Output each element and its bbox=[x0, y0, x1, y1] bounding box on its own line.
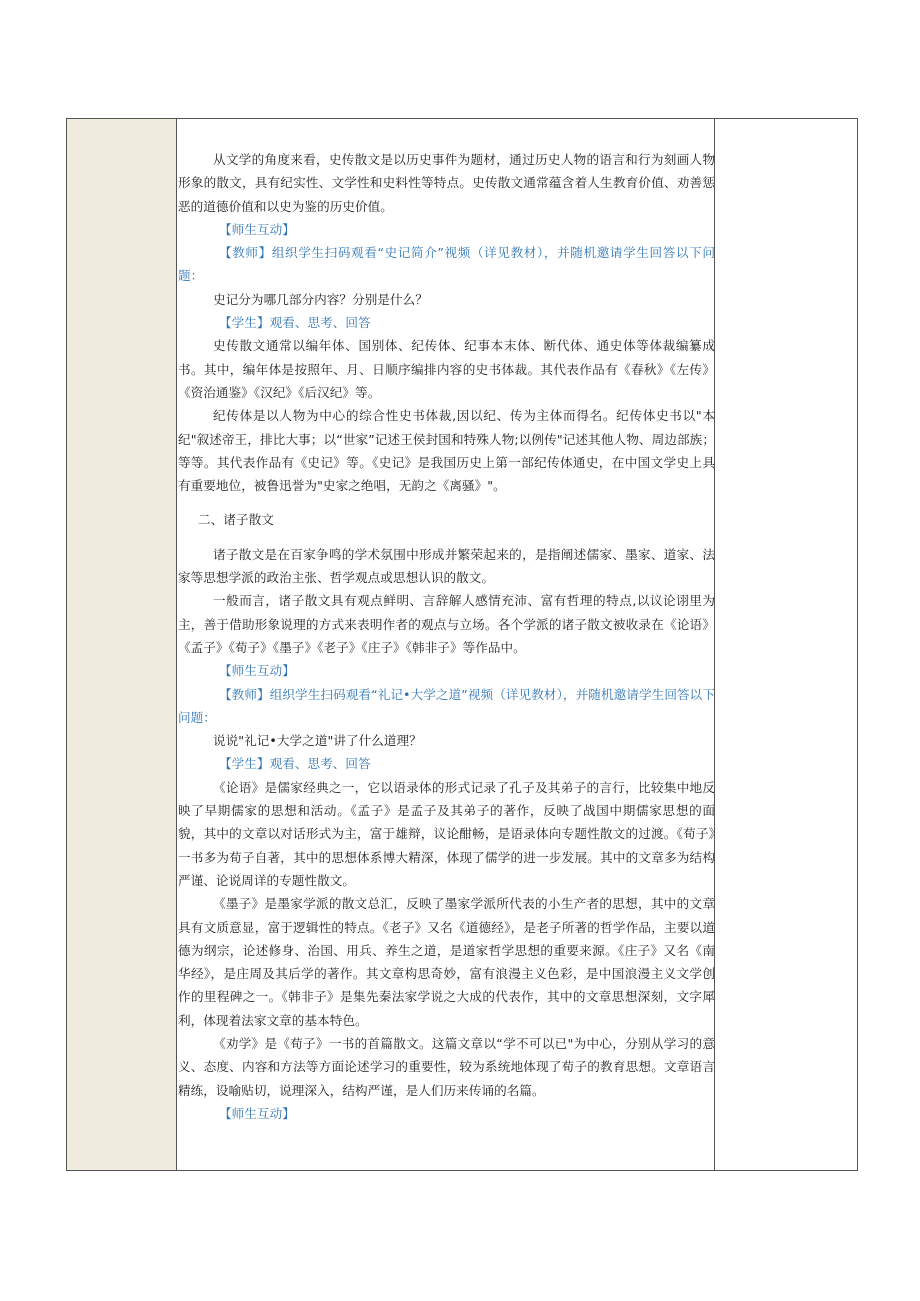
paragraph: 《墨子》是墨家学派的散文总汇，反映了墨家学派所代表的小生产者的思想，其中的文章具有文质意显，富于逻辑性的特点。《老子》又名《道德经》，是老子所著的哲学作品，主要以道德为纲宗，论述修身、治国、用兵、养生之道，是道家哲学思想的重要来源。《庄子》又名《南华经》，是庄周及其后学的著作。其文章构思奇妙，富有浪漫主义色彩，是中国浪漫主义文学创作的里程碑之一。《韩非子》是集先秦法家学说之大成的代表作，其中的文章思想深刻，文字犀利，体现着法家文章的基本特色。 bbox=[178, 896, 715, 1028]
lesson-table bbox=[66, 118, 858, 1171]
paragraph: 诸子散文是在百家争鸣的学术氛围中形成并繁荣起来的，是指阐述儒家、墨家、道家、法家等思想学派的政治主张、哲学观点或思想认识的散文。 bbox=[178, 546, 715, 586]
student-response: 【学生】观看、思考、回答 bbox=[219, 756, 371, 772]
question: 说说"礼记•大学之道"讲了什么道理？ bbox=[213, 733, 422, 749]
section-heading: 二、诸子散文 bbox=[198, 512, 274, 528]
interaction-label: 【师生互动】 bbox=[219, 221, 295, 237]
paragraph: 一般而言，诸子散文具有观点鲜明、言辞解人感情充沛、富有哲理的特点,以议论诩里为主，善于借助形象说理的方式来表明作者的观点与立场。各个学派的诸子散文被收录在《论语》《孟子》《荀子》《墨子》《老子》《庄子》《韩非子》等作品中。 bbox=[178, 593, 715, 655]
paragraph: 《劝学》是《荀子》一书的首篇散文。这篇文章以“学不可以已"为中心，分别从学习的意义、态度、内容和方法等方面论述学习的重要性，较为系统地体现了荀子的教育思想。文章语言精练，设喻贴切，说理深入，结构严谨，是人们历来传诵的名篇。 bbox=[178, 1035, 715, 1098]
left-column bbox=[67, 119, 177, 1170]
interaction-label: 【师生互动】 bbox=[219, 663, 295, 679]
student-response: 【学生】观看、思考、回答 bbox=[219, 315, 371, 331]
content-cell bbox=[177, 119, 715, 1170]
paragraph: 从文学的角度来看，史传散文是以历史事件为题材，通过历史人物的语言和行为刻画人物形象的散文，具有纪实性、文学性和史料性等特点。史传散文通常蕴含着人生教育价值、劝善惩恶的道德价值和以史为鉴的历史价值。 bbox=[178, 152, 715, 214]
teacher-instruction: 【教师】组织学生扫码观看“史记简介”视频（详见教材），并随机邀请学生回答以下问题： bbox=[178, 245, 715, 284]
right-column bbox=[714, 119, 857, 1170]
paragraph: 《论语》是儒家经典之一，它以语录体的形式记录了孔子及其弟子的言行，比较集中地反映了早期儒家的思想和活动。《孟子》是孟子及其弟子的著作，反映了战国中期儒家思想的面貌，其中的文章以对话形式为主，富于雄辩，议论酣畅，是语录体向专题性散文的过渡。《荀子》一书多为荀子自著，其中的思想体系博大精深，体现了儒学的进一步发展。其中的文章多为结构严谨、论说周详的专题性散文。 bbox=[178, 779, 715, 888]
paragraph: 史传散文通常以编年体、国别体、纪传体、纪事本末体、断代体、通史体等体裁编纂成书。其中，编年体是按照年、月、日顺序编排内容的史书体裁。其代表作品有《春秋》《左传》《资治通鉴》《汉纪》《后汉纪》等。 bbox=[178, 338, 715, 400]
question: 史记分为哪几部分内容？分别是什么？ bbox=[213, 291, 428, 307]
interaction-label: 【师生互动】 bbox=[219, 1105, 295, 1121]
teacher-instruction: 【教师】组织学生扫码观看“礼记•大学之道”视频（详见教材），并随机邀请学生回答以下问题： bbox=[178, 686, 715, 725]
paragraph: 纪传体是以人物为中心的综合性史书体裁,因以纪、传为主体而得名。纪传体史书以"本纪"叙述帝王，排比大事；以“世家”记述王侯封国和特殊人物;以例传"记述其他人物、周边部族；等等。其代表作品有《史记》等。《史记》是我国历史上第一部纪传体通史，在中国文学史上具有重要地位，被鲁迅誉为"史家之绝唱，无韵之《离骚》"。 bbox=[178, 408, 715, 494]
